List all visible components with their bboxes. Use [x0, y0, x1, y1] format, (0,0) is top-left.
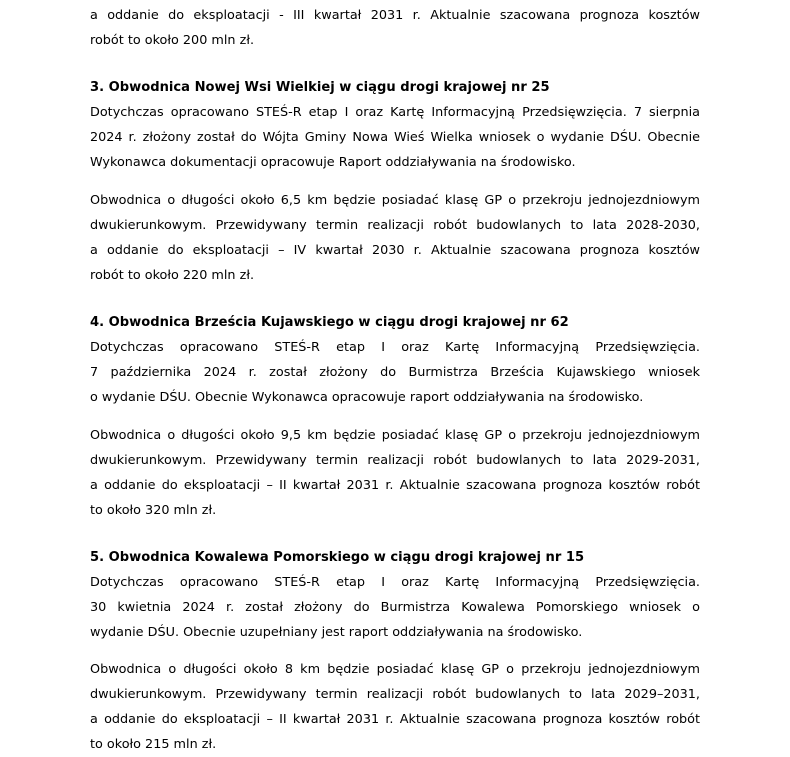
text-line: wydanie DŚU. Obecnie uzupełniany jest raport oddziaływania na środowisko. — [90, 624, 583, 640]
text-line: dwukierunkowym. Przewidywany termin realizacji robót budowlanych to lata 2028-2030, — [90, 217, 700, 233]
section-heading: 4. Obwodnica Brześcia Kujawskiego w ciągu drogi krajowej nr 62 — [90, 314, 569, 330]
text-line: Dotychczas opracowano STEŚ-R etap I oraz Kartę Informacyjną Przedsięwzięcia. — [90, 574, 700, 590]
section-obwodnica-nowej-wsi-wielkiej — [90, 75, 700, 288]
text-line: dwukierunkowym. Przewidywany termin realizacji robót budowlanych to lata 2029–2031, — [90, 687, 700, 703]
text-line: Dotychczas opracowano STEŚ-R etap I oraz Kartę Informacyjną Przedsięwzięcia. 7 sierpnia — [90, 105, 700, 120]
text-line: a oddanie do eksploatacji - III kwartał 2031 r. Aktualnie szacowana prognoza kosztów — [90, 8, 700, 23]
text-line: 2024 r. złożony został do Wójta Gminy Nowa Wieś Wielka wniosek o wydanie DŚU. Obecnie — [90, 130, 700, 145]
text-line: a oddanie do eksploatacji – II kwartał 2031 r. Aktualnie szacowana prognoza kosztów robót — [90, 712, 700, 728]
text-line: o wydanie DŚU. Obecnie Wykonawca opracowuje raport oddziaływania na środowisko. — [90, 389, 644, 405]
text-line: 7 października 2024 r. został złożony do Burmistrza Brześcia Kujawskiego wniosek — [90, 364, 700, 380]
text-line: robót to około 200 mln zł. — [90, 33, 255, 48]
text-line: a oddanie do eksploatacji – IV kwartał 2030 r. Aktualnie szacowana prognoza kosztów — [90, 242, 700, 258]
text-line: dwukierunkowym. Przewidywany termin realizacji robót budowlanych to lata 2029-2031, — [90, 452, 700, 468]
text-line: Wykonawca dokumentacji opracowuje Raport oddziaływania na środowisko. — [90, 155, 576, 170]
text-line: 30 kwietnia 2024 r. został złożony do Burmistrza Kowalewa Pomorskiego wniosek o — [90, 599, 700, 615]
text-line: Obwodnica o długości około 6,5 km będzie posiadać klasę GP o przekroju jednojezdniowym — [90, 192, 700, 208]
section-obwodnica-kowalewa-pomorskiego — [90, 545, 700, 757]
text-line: Obwodnica o długości około 9,5 km będzie posiadać klasę GP o przekroju jednojezdniowym — [90, 427, 700, 443]
text-line: Dotychczas opracowano STEŚ-R etap I oraz Kartę Informacyjną Przedsięwzięcia. — [90, 339, 700, 355]
text-line: to około 320 mln zł. — [90, 502, 217, 518]
text-line: Obwodnica o długości około 8 km będzie posiadać klasę GP o przekroju jednojezdniowym — [90, 662, 700, 678]
section-obwodnica-brzescia-kujawskiego — [90, 310, 700, 523]
text-line: to około 215 mln zł. — [90, 737, 217, 753]
section-heading: 5. Obwodnica Kowalewa Pomorskiego w ciągu drogi krajowej nr 15 — [90, 549, 585, 565]
text-line: a oddanie do eksploatacji – II kwartał 2031 r. Aktualnie szacowana prognoza kosztów robót — [90, 477, 700, 493]
text-line: robót to około 220 mln zł. — [90, 267, 255, 283]
section-heading: 3. Obwodnica Nowej Wsi Wielkiej w ciągu drogi krajowej nr 25 — [90, 80, 550, 95]
